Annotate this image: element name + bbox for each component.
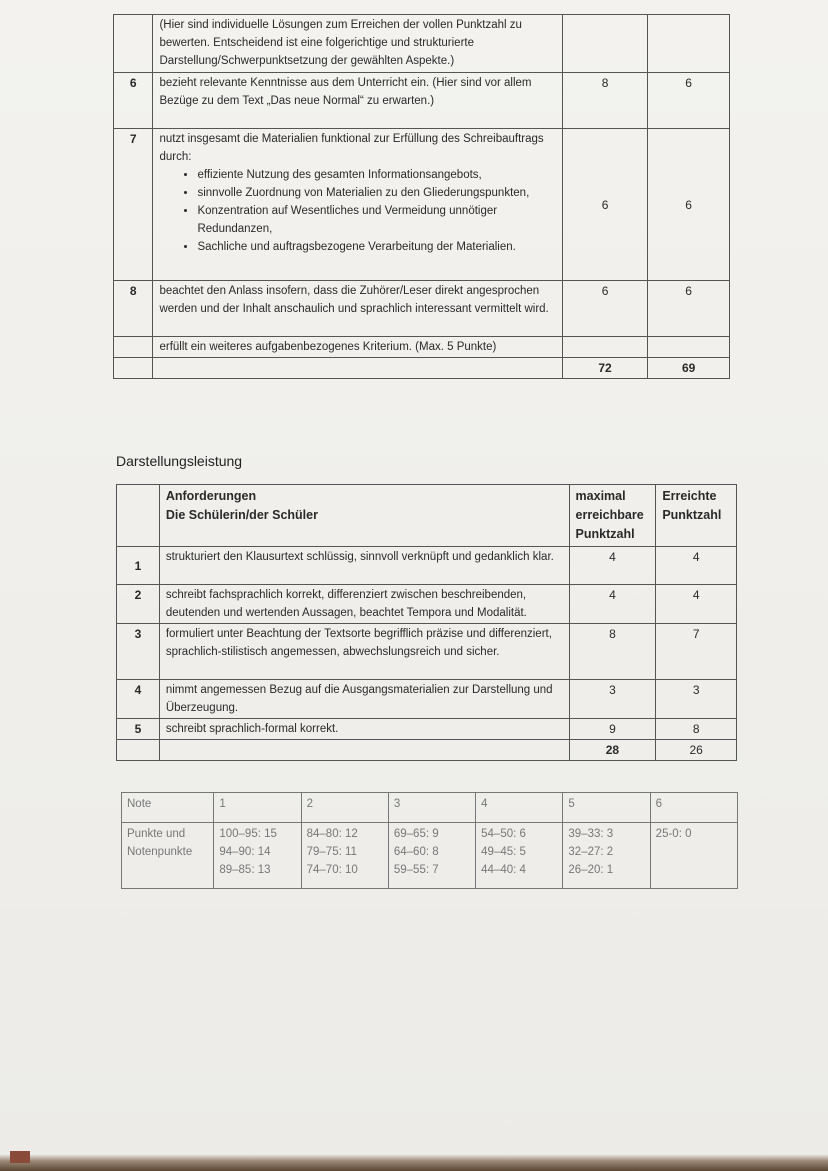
grade-row [122, 793, 738, 823]
total-max-points: 72 [562, 358, 647, 379]
points-range-cell [650, 823, 737, 889]
achieved-points: 4 [656, 585, 737, 624]
table-row [114, 15, 730, 73]
achieved-points: 6 [648, 73, 730, 129]
points-range-cell [214, 823, 301, 889]
achieved-points: 6 [648, 281, 730, 337]
list-item: • sinnvolle Zuordnung von Materialien zu den Gliederungspunkten, [197, 184, 555, 202]
table-row [117, 585, 737, 624]
list-item: • Konzentration auf Wesentliches und Vermeidung unnötiger Redundanzen, [197, 202, 555, 238]
criterion-text: (Hier sind individuelle Lösungen zum Erreichen der vollen Punktzahl zu bewerten. Entscheidend ist eine folgerichtige und strukturierte Darstellung/Schwerpunktsetzung der gewählten Aspekte.) [153, 15, 562, 73]
criterion-text: schreibt fachsprachlich korrekt, differenziert zwischen beschreibenden, deutenden und wertenden Aussagen, beachtet Tempora und Modalität. [159, 585, 569, 624]
points-range-cell [388, 823, 475, 889]
points-range: 32–27: 2 [568, 846, 614, 858]
column-header-achieved-points: Erreichte Punktzahl [656, 485, 737, 547]
criterion-number: 2 [117, 585, 160, 624]
criterion-text: nimmt angemessen Bezug auf die Ausgangsmaterialien zur Darstellung und Überzeugung. [159, 680, 569, 719]
max-points: 8 [562, 73, 647, 129]
table-row [114, 73, 730, 129]
points-range: 59–55: 7 [393, 864, 439, 876]
points-range-cell [301, 823, 388, 889]
table-row [117, 680, 737, 719]
list-item: • Sachliche und auftragsbezogene Verarbeitung der Materialien. [197, 238, 555, 256]
criterion-text: erfüllt ein weiteres aufgabenbezogenes Kriterium. (Max. 5 Punkte) [153, 337, 562, 358]
table-row [114, 281, 730, 337]
points-row-label: Punkte und Notenpunkte [122, 823, 214, 889]
max-points: 6 [562, 281, 647, 337]
max-points: 9 [569, 719, 656, 740]
points-range: 79–75: 11 [306, 846, 357, 858]
points-range-cell [563, 823, 650, 889]
points-range: 74–70: 10 [306, 864, 358, 876]
points-range: 84–80: 12 [306, 828, 358, 840]
grade-value: 6 [650, 793, 737, 823]
points-range: 25-0: 0 [655, 828, 692, 840]
list-item: • effiziente Nutzung des gesamten Informationsangebots, [197, 166, 555, 184]
max-points: 6 [562, 129, 647, 281]
table-row [117, 719, 737, 740]
criterion-number: 4 [117, 680, 160, 719]
points-range: 69–65: 9 [393, 828, 439, 840]
table-row-total [117, 740, 737, 761]
table-row [117, 624, 737, 680]
points-range: 94–90: 14 [219, 846, 271, 858]
achieved-points: 6 [648, 129, 730, 281]
points-range: 100–95: 15 [219, 828, 277, 840]
points-range: 26–20: 1 [568, 864, 614, 876]
table-row [114, 337, 730, 358]
grade-value: 1 [214, 793, 301, 823]
presentation-criteria-table [116, 484, 737, 761]
total-achieved-points: 26 [656, 740, 737, 761]
scan-bottom-edge [0, 1154, 828, 1171]
points-range: 64–60: 8 [393, 846, 439, 858]
criterion-text: formuliert unter Beachtung der Textsorte begrifflich präzise und differenziert, sprachlich-stilistisch angemessen, abwechslungsreich und sicher. [159, 624, 569, 680]
points-range-cell [476, 823, 563, 889]
total-max-points: 28 [569, 740, 656, 761]
table-row [117, 547, 737, 585]
table-row-total [114, 358, 730, 379]
criterion-text: strukturiert den Klausurtext schlüssig, sinnvoll verknüpft und gedanklich klar. [159, 547, 569, 585]
scan-corner-mark [10, 1151, 30, 1163]
table-header-row [117, 485, 737, 547]
achieved-points: 7 [656, 624, 737, 680]
points-range: 89–85: 13 [219, 864, 271, 876]
points-range: 44–40: 4 [481, 864, 526, 876]
criterion-number: 5 [117, 719, 160, 740]
section-heading: Darstellungsleistung [116, 453, 243, 469]
achieved-points: 3 [656, 680, 737, 719]
achieved-points: 8 [656, 719, 737, 740]
max-points: 3 [569, 680, 656, 719]
criterion-bullet-list [159, 166, 555, 256]
grading-scale-table [121, 792, 738, 889]
criterion-number: 3 [117, 624, 160, 680]
criterion-number: 1 [117, 547, 160, 585]
criterion-text: nutzt insgesamt die Materialien funktional zur Erfüllung des Schreibauftrags durch: [159, 133, 544, 163]
grade-value: 3 [388, 793, 475, 823]
table-row [114, 129, 730, 281]
max-points: 8 [569, 624, 656, 680]
grade-value: 2 [301, 793, 388, 823]
grade-value: 4 [476, 793, 563, 823]
column-header-max-points: maximal erreichbare Punktzahl [569, 485, 656, 547]
max-points: 4 [569, 585, 656, 624]
column-header-student: Die Schülerin/der Schüler [165, 508, 318, 522]
criterion-number: 7 [114, 129, 153, 281]
points-range: 49–45: 5 [481, 846, 526, 858]
total-achieved-points: 69 [648, 358, 730, 379]
points-range: 39–33: 3 [568, 828, 614, 840]
criterion-text: beachtet den Anlass insofern, dass die Zuhörer/Leser direkt angesprochen werden und der Inhalt anschaulich und sprachlich interessant vermittelt wird. [153, 281, 562, 337]
criterion-text: schreibt sprachlich-formal korrekt. [159, 719, 569, 740]
content-criteria-table [113, 14, 730, 379]
criterion-number: 6 [114, 73, 153, 129]
grade-row-label: Note [122, 793, 214, 823]
points-row [122, 823, 738, 889]
column-header-requirements: Anforderungen [165, 489, 257, 503]
criterion-text: bezieht relevante Kenntnisse aus dem Unterricht ein. (Hier sind vor allem Bezüge zu dem Text „Das neue Normal“ zu erwarten.) [153, 73, 562, 129]
grade-value: 5 [563, 793, 650, 823]
criterion-number: 8 [114, 281, 153, 337]
points-range: 54–50: 6 [481, 828, 526, 840]
achieved-points: 4 [656, 547, 737, 585]
max-points: 4 [569, 547, 656, 585]
